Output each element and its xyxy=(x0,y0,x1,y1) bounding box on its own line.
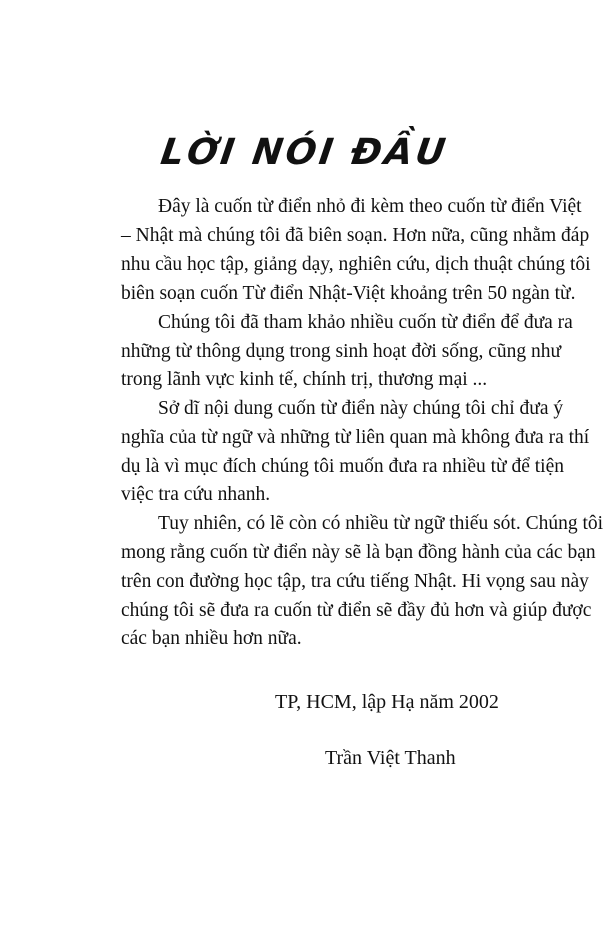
text-line: Sở dĩ nội dung cuốn từ điển này chúng tôi chỉ đưa ý xyxy=(158,398,564,419)
text-line: dụ là vì mục đích chúng tôi muốn đưa ra nhiều từ để tiện xyxy=(121,456,564,477)
text-line: những từ thông dụng trong sinh hoạt đời sống, cũng như xyxy=(121,341,562,362)
page-title: LỜI NÓI ĐẦU xyxy=(158,132,451,173)
text-line: nhu cầu học tập, giảng dạy, nghiên cứu, dịch thuật chúng tôi xyxy=(121,254,591,275)
text-line: nghĩa của từ ngữ và những từ liên quan mà không đưa ra thí xyxy=(121,427,590,448)
text-line: Chúng tôi đã tham khảo nhiều cuốn từ điển để đưa ra xyxy=(158,312,573,333)
text-line: các bạn nhiều hơn nữa. xyxy=(121,628,302,649)
place-date: TP, HCM, lập Hạ năm 2002 xyxy=(275,691,499,713)
text-line: mong rằng cuốn từ điển này sẽ là bạn đồng hành của các bạn xyxy=(121,542,596,563)
text-line: trên con đường học tập, tra cứu tiếng Nhật. Hi vọng sau này xyxy=(121,571,589,592)
text-line: biên soạn cuốn Từ điển Nhật-Việt khoảng trên 50 ngàn từ. xyxy=(121,283,576,304)
text-line: chúng tôi sẽ đưa ra cuốn từ điển sẽ đầy đủ hơn và giúp được xyxy=(121,600,592,621)
text-line: Tuy nhiên, có lẽ còn có nhiều từ ngữ thiếu sót. Chúng tôi xyxy=(158,513,604,534)
text-line: trong lãnh vực kinh tế, chính trị, thương mại ... xyxy=(121,369,488,390)
author-signature: Trần Việt Thanh xyxy=(325,747,456,769)
text-line: Đây là cuốn từ điển nhỏ đi kèm theo cuốn từ điển Việt xyxy=(158,196,582,217)
text-line: – Nhật mà chúng tôi đã biên soạn. Hơn nữa, cũng nhằm đáp xyxy=(121,225,590,246)
text-line: việc tra cứu nhanh. xyxy=(121,484,271,505)
